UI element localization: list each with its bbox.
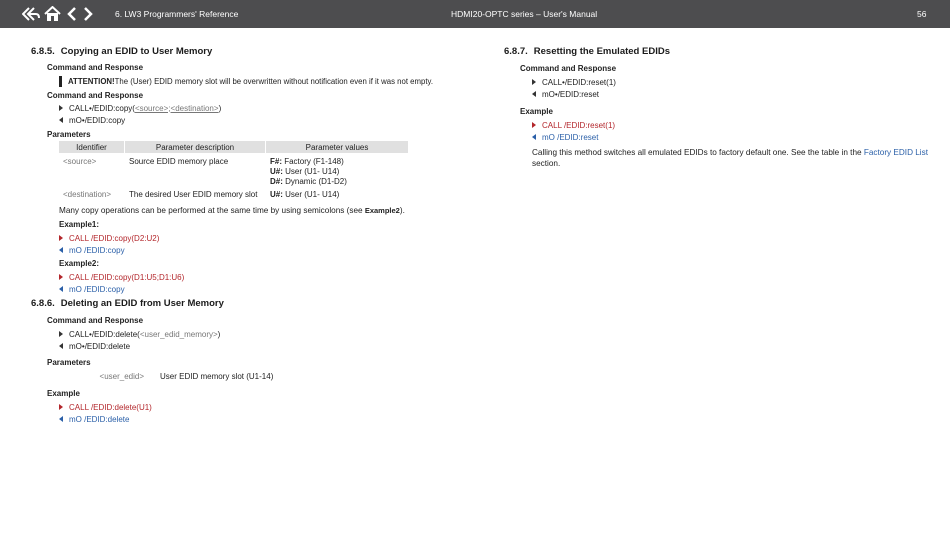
arrow-right-icon [59, 404, 63, 410]
arrow-left-icon [59, 286, 63, 292]
left-column [31, 46, 471, 425]
description-paragraph: Calling this method switches all emulated EDIDs to factory default one. See the table in the Factory EDID List section. [532, 148, 928, 168]
parameter-row: <user_edid> User EDID memory slot (U1-14) [99, 371, 274, 381]
arrow-left-icon [532, 134, 536, 140]
previous-page-icon[interactable] [67, 6, 77, 22]
command-label: Command and Response [47, 91, 144, 100]
attention-note: ATTENTION! The (User) EDID memory slot will be overwritten without notification even if it was not empty. [59, 76, 471, 87]
parameters-table [58, 140, 409, 201]
page-number: 56 [917, 9, 927, 19]
example-command: CALL /EDID:delete(U1) [59, 401, 471, 413]
arrow-left-icon [59, 117, 63, 123]
command-line: CALL•/EDID:delete( <user_edid_memory> ) [59, 328, 471, 340]
response-line: mO•/EDID:delete [59, 340, 471, 352]
back-all-icon[interactable] [22, 6, 40, 22]
command-label: Command and Response [47, 63, 144, 72]
nav-buttons [22, 4, 93, 24]
chapter-title: 6. LW3 Programmers' Reference [115, 9, 239, 19]
response-line: mO•/EDID:reset [532, 88, 928, 100]
example-label: Example [47, 389, 80, 398]
factory-edid-list-link[interactable]: Factory EDID List [863, 148, 928, 157]
table-header: Parameter description [125, 141, 265, 153]
arrow-left-icon [532, 91, 536, 97]
example-label: Example2: [59, 259, 100, 268]
example-label: Example [520, 107, 553, 116]
command-line: CALL•/EDID:reset(1) [532, 76, 928, 88]
parameters-label: Parameters [47, 358, 91, 367]
response-line: mO•/EDID:copy [59, 114, 471, 126]
parameters-label: Parameters [47, 130, 91, 139]
example-response: mO /EDID:reset [532, 131, 928, 143]
example-response: mO /EDID:copy [59, 283, 471, 295]
table-row: <source> Source EDID memory place F#: Factory (F1-148) U#: User (U1- U14) D#: Dynamic (D1-D2) [63, 157, 347, 186]
note-paragraph: Many copy operations can be performed at the same time by using semicolons (see Example2). [59, 206, 405, 215]
table-header: Identifier [59, 141, 124, 153]
header-bar [0, 0, 950, 28]
arrow-right-icon [59, 235, 63, 241]
arrow-right-icon [59, 331, 63, 337]
arrow-right-icon [59, 105, 63, 111]
section-heading-6-8-7: 6.8.7. Resetting the Emulated EDIDs [504, 46, 670, 57]
example-label: Example1: [59, 220, 100, 229]
example-command: CALL /EDID:copy(D2:U2) [59, 232, 471, 244]
arrow-right-icon [532, 122, 536, 128]
arrow-left-icon [59, 343, 63, 349]
example-command: CALL /EDID:copy(D1:U5;D1:U6) [59, 271, 471, 283]
next-page-icon[interactable] [83, 6, 93, 22]
right-column [504, 46, 928, 169]
example-response: mO /EDID:delete [59, 413, 471, 425]
example-response: mO /EDID:copy [59, 244, 471, 256]
arrow-right-icon [532, 79, 536, 85]
command-line: CALL•/EDID:copy( <source>;<destination> ) [59, 102, 471, 114]
arrow-left-icon [59, 416, 63, 422]
command-label: Command and Response [520, 64, 617, 73]
example-command: CALL /EDID:reset(1) [532, 119, 928, 131]
section-heading-6-8-6: 6.8.6. Deleting an EDID from User Memory [31, 298, 224, 309]
table-header: Parameter values [266, 141, 408, 153]
command-label: Command and Response [47, 316, 144, 325]
arrow-left-icon [59, 247, 63, 253]
home-icon[interactable] [44, 6, 61, 22]
section-heading-6-8-5: 6.8.5. Copying an EDID to User Memory [31, 46, 213, 57]
table-row: <destination> The desired User EDID memory slot U#: User (U1- U14) [63, 190, 340, 199]
arrow-right-icon [59, 274, 63, 280]
document-title: HDMI20-OPTC series – User's Manual [451, 9, 598, 19]
